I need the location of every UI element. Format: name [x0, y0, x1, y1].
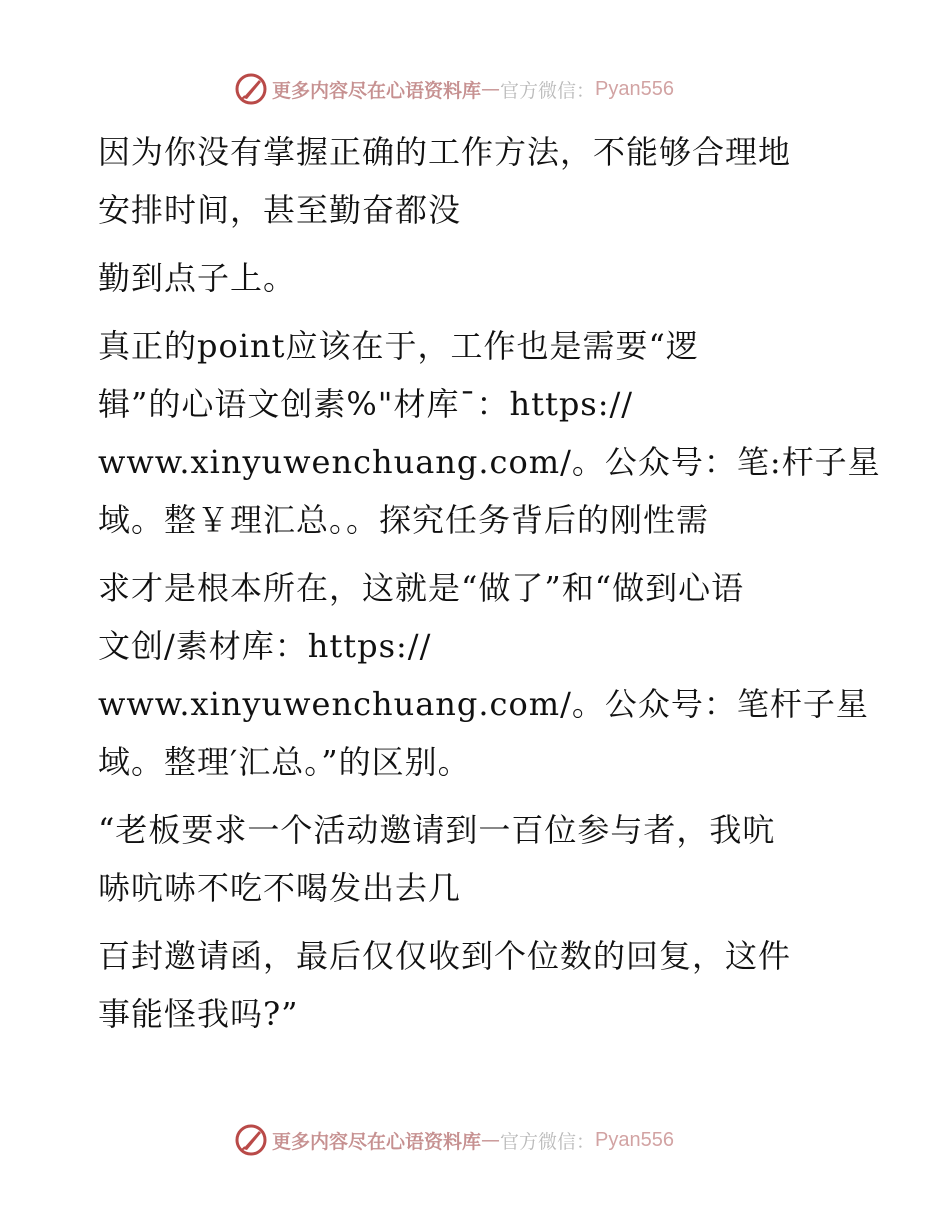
header-watermark [234, 72, 674, 106]
document-body [98, 123, 881, 1043]
body-line: 域。整￥理汇总。。探究任务背后的刚性需 [98, 501, 710, 539]
watermark-wechat-id: Pyan556 [595, 1128, 674, 1151]
body-line: www.xinyuwenchuang.com/。公众号：笔:杆子星 [98, 443, 881, 481]
body-line: 求才是根本所在，这就是“做了”和“做到心语 [98, 569, 745, 607]
body-line: 勤到点子上。 [98, 259, 297, 297]
body-line: 百封邀请函，最后仅仅收到个位数的回复，这件 [98, 937, 792, 975]
body-line: 真正的point应该在于，工作也是需要“逻 [98, 327, 699, 365]
quill-logo-icon [234, 72, 268, 106]
body-line: 文创/素材库：https:// [98, 627, 432, 665]
watermark-brand-text: 更多内容尽在心语资料库 [272, 1130, 482, 1153]
body-line: 安排时间，甚至勤奋都没 [98, 191, 462, 229]
body-line: 因为你没有掌握正确的工作方法，不能够合理地 [98, 133, 792, 171]
watermark-brand-text: 更多内容尽在心语资料库 [272, 79, 482, 102]
watermark-dash: — [481, 78, 501, 100]
footer-watermark [234, 1123, 674, 1157]
watermark-wechat-id: Pyan556 [595, 77, 674, 100]
watermark-official-label: 官方微信： [500, 1130, 596, 1153]
watermark-dash: — [481, 1129, 501, 1151]
body-line: www.xinyuwenchuang.com/。公众号：笔杆子星 [98, 685, 869, 723]
watermark-official-label: 官方微信： [500, 79, 596, 102]
body-line: 辑”的心语文创素%"材库¯：https:// [98, 385, 634, 423]
quill-logo-icon [234, 1123, 268, 1157]
body-line: “老板要求一个活动邀请到一百位参与者，我吭 [98, 811, 776, 849]
body-line: 哧吭哧不吃不喝发出去几 [98, 869, 462, 907]
body-line: 域。整理′汇总。”的区别。 [98, 743, 471, 781]
body-line: 事能怪我吗?” [98, 995, 299, 1033]
